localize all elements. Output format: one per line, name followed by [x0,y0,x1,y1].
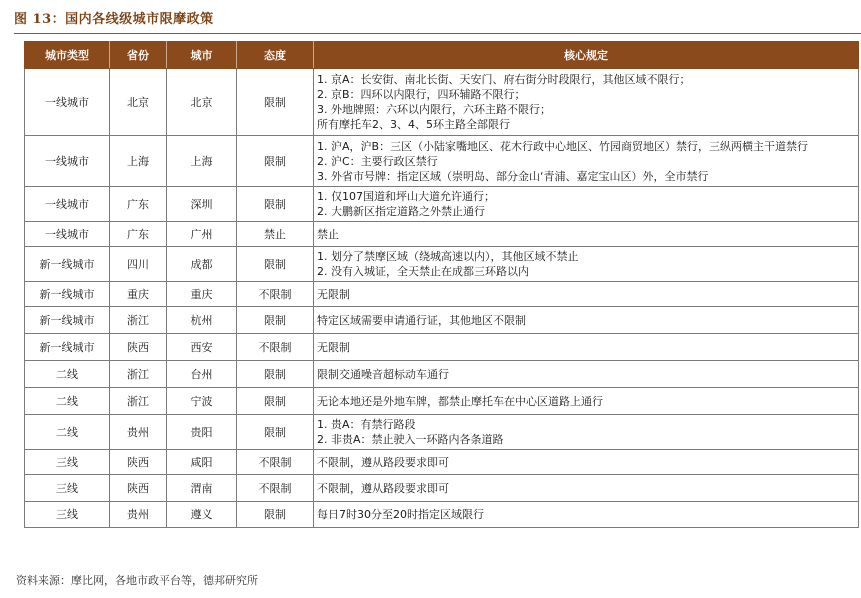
cell-city-tier: 新一线城市 [25,282,110,307]
cell-city-tier: 新一线城市 [25,247,110,282]
cell-attitude: 不限制 [237,282,314,307]
cell-core-rules [314,136,859,187]
rule-line: 1. 划分了禁摩区域（绕城高速以内），其他区域不禁止 [317,250,579,263]
cell-attitude: 限制 [237,247,314,282]
cell-province: 上海 [110,136,167,187]
cell-core-rules [314,502,859,528]
table-row [25,361,859,388]
cell-city-tier: 一线城市 [25,69,110,136]
cell-core-rules [314,69,859,136]
rule-line: 限制交通噪音超标动车通行 [317,367,449,381]
cell-core-rules [314,388,859,415]
header-city-tier: 城市类型 [25,42,110,69]
cell-province: 陕西 [110,450,167,475]
cell-city-tier: 二线 [25,388,110,415]
cell-province: 陕西 [110,334,167,361]
header-province: 省份 [110,42,167,69]
cell-city: 西安 [167,334,237,361]
table-row [25,247,859,282]
cell-core-rules [314,307,859,334]
rule-line: 无限制 [317,340,350,354]
cell-core-rules [314,222,859,247]
rule-line: 2. 京B：四环以内限行，四环辅路不限行； [317,88,526,101]
cell-core-rules [314,450,859,475]
cell-core-rules [314,415,859,450]
rule-line: 1. 京A：长安街、南北长街、天安门、府右街分时段限行，其他区域不限行； [317,73,691,86]
table-row [25,69,859,136]
rule-line: 每日7时30分至20时指定区域限行 [317,508,484,521]
cell-province: 贵州 [110,502,167,528]
cell-province: 北京 [110,69,167,136]
cell-core-rules [314,475,859,502]
table-body [25,69,859,528]
rule-line: 2. 非贵A：禁止驶入一环路内各条道路 [317,433,504,446]
rule-line: 3. 外省市号牌：指定区域（崇明岛、部分金山‘青浦、嘉定宝山区）外，全市禁行 [317,169,709,183]
cell-province: 四川 [110,247,167,282]
figure-title: 图 13：国内各线级城市限摩政策 [14,12,214,27]
cell-province: 浙江 [110,388,167,415]
cell-attitude: 不限制 [237,475,314,502]
rule-line: 2. 沪C：主要行政区禁行 [317,154,438,168]
source-note: 资料来源：摩比网，各地市政平台等，德邦研究所 [16,574,258,587]
cell-city-tier: 三线 [25,502,110,528]
cell-attitude: 限制 [237,361,314,388]
header-city: 城市 [167,42,237,69]
table-row [25,415,859,450]
rule-line: 2. 没有入城证，全天禁止在成都三环路以内 [317,265,529,278]
header-core-rules: 核心规定 [314,42,859,69]
table-row [25,136,859,187]
cell-attitude: 限制 [237,187,314,222]
cell-attitude: 限制 [237,388,314,415]
table-row [25,475,859,502]
rule-line: 无论本地还是外地车牌，都禁止摩托车在中心区道路上通行 [317,394,603,408]
rule-line: 不限制，遵从路段要求即可 [317,481,449,495]
cell-province: 重庆 [110,282,167,307]
table-header-row [25,42,859,69]
rule-line: 所有摩托车2、3、4、5环主路全部限行 [317,118,510,131]
cell-core-rules [314,334,859,361]
cell-core-rules [314,247,859,282]
cell-city: 成都 [167,247,237,282]
cell-city-tier: 一线城市 [25,136,110,187]
table-row [25,388,859,415]
table-row [25,307,859,334]
cell-core-rules [314,187,859,222]
rule-line: 1. 沪A，沪B：三区（小陆家嘴地区、花木行政中心地区、竹园商贸地区）禁行，三纵两横主干道禁行 [317,139,809,153]
cell-city: 杭州 [167,307,237,334]
cell-city-tier: 一线城市 [25,222,110,247]
cell-attitude: 禁止 [237,222,314,247]
rule-line: 2. 大鹏新区指定道路之外禁止通行 [317,205,485,218]
cell-province: 浙江 [110,361,167,388]
cell-province: 贵州 [110,415,167,450]
cell-province: 广东 [110,187,167,222]
cell-city-tier: 二线 [25,415,110,450]
cell-city-tier: 三线 [25,450,110,475]
cell-province: 浙江 [110,307,167,334]
header-attitude: 态度 [237,42,314,69]
table-row [25,282,859,307]
rule-line: 特定区域需要申请通行证，其他地区不限制 [317,313,526,327]
cell-core-rules [314,361,859,388]
cell-province: 陕西 [110,475,167,502]
rule-line: 1. 仅107国道和坪山大道允许通行； [317,190,495,203]
cell-city-tier: 新一线城市 [25,307,110,334]
cell-city: 广州 [167,222,237,247]
cell-city: 重庆 [167,282,237,307]
table-row [25,222,859,247]
cell-city-tier: 二线 [25,361,110,388]
cell-attitude: 限制 [237,136,314,187]
cell-city-tier: 新一线城市 [25,334,110,361]
cell-city: 台州 [167,361,237,388]
cell-city-tier: 三线 [25,475,110,502]
table-row [25,450,859,475]
cell-city: 遵义 [167,502,237,528]
cell-city: 深圳 [167,187,237,222]
cell-attitude: 限制 [237,502,314,528]
cell-attitude: 不限制 [237,450,314,475]
table-row [25,502,859,528]
title-divider [14,33,861,34]
rule-line: 禁止 [317,227,339,241]
cell-city: 渭南 [167,475,237,502]
cell-city: 北京 [167,69,237,136]
cell-province: 广东 [110,222,167,247]
table-row [25,187,859,222]
table-row [25,334,859,361]
cell-city: 咸阳 [167,450,237,475]
rule-line: 无限制 [317,287,350,301]
cell-attitude: 限制 [237,69,314,136]
cell-city: 贵阳 [167,415,237,450]
cell-city: 上海 [167,136,237,187]
cell-attitude: 限制 [237,415,314,450]
cell-core-rules [314,282,859,307]
cell-attitude: 限制 [237,307,314,334]
rule-line: 3. 外地牌照：六环以内限行，六环主路不限行； [317,103,551,116]
cell-attitude: 不限制 [237,334,314,361]
rule-line: 不限制，遵从路段要求即可 [317,455,449,469]
cell-city: 宁波 [167,388,237,415]
rule-line: 1. 贵A：有禁行路段 [317,418,416,431]
policy-table [24,41,859,528]
cell-city-tier: 一线城市 [25,187,110,222]
